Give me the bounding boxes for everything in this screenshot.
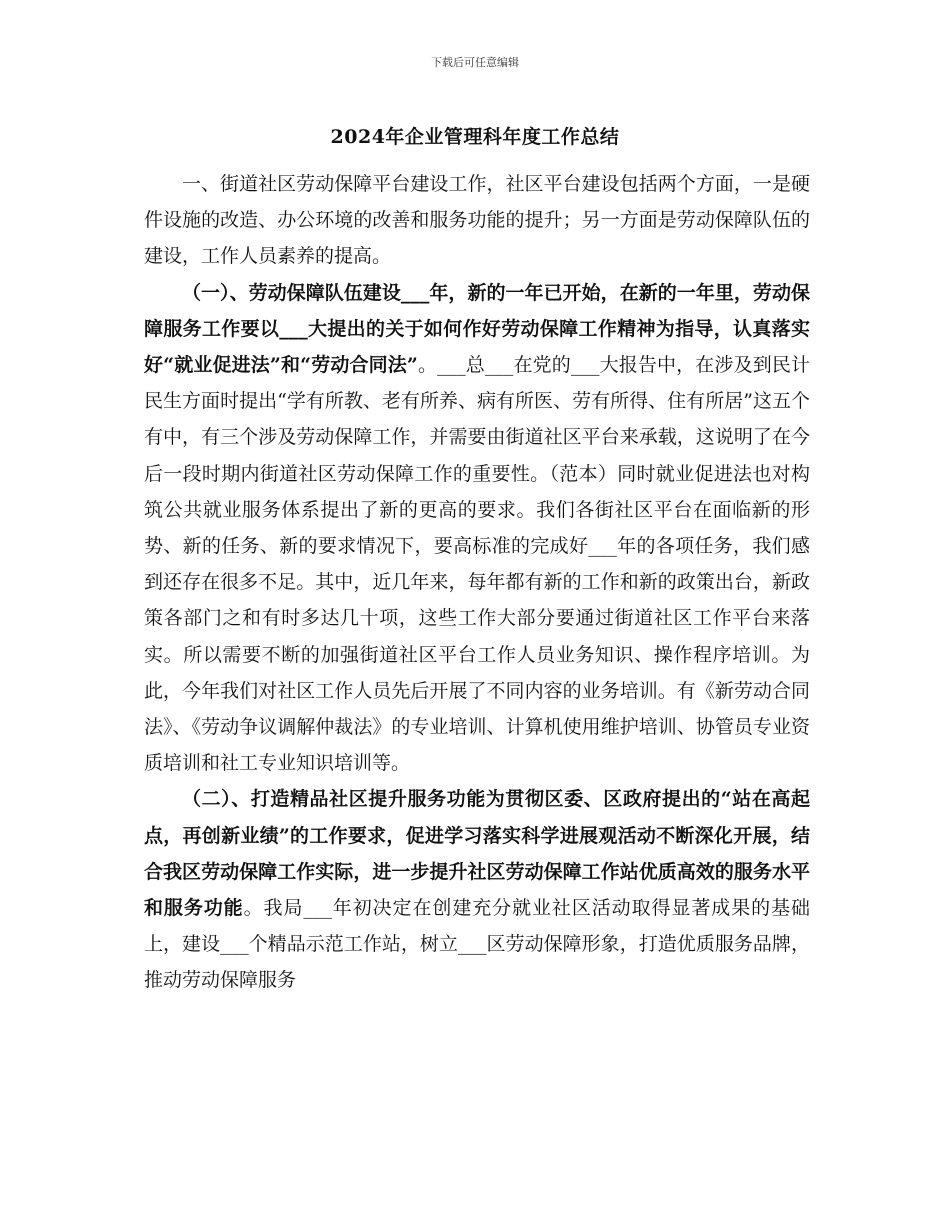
paragraph-2-bold: （一）、劳动保障队伍建设___年，新的一年已开始，在新的一年里，劳动保障服务工作要以___大提出的关于如何作好劳动保障工作精神为指导，认真落实好“就业促进法”和“劳动合同法” <box>144 281 810 377</box>
paragraph-3-bold: （二）、打造精品社区提升服务功能为贯彻区委、区政府提出的“站在高起点，再创新业绩”的工作要求，促进学习落实科学进展观活动不断深化开展，结合我区劳动保障工作实际，进一步提升社区劳动保障工作站优质高效的服务水平和服务功能 <box>144 788 810 920</box>
header-note: 下载后可任意编辑 <box>431 56 519 69</box>
paragraph-2-text: 。___总___在党的___大报告中，在涉及到民计民生方面时提出“学有所教、老有所养、病有所医、劳有所得、住有所居”这五个有中，有三个涉及劳动保障工作，并需要由街道社区平台来承载，这说明了在今后一段时期内街道社区劳动保障工作的重要性。（范本）同时就业促进法也对构筑公共就业服务体系提出了新的更高的要求。我们各街社区平台在面临新的形势、新的任务、新的要求情况下，要高标准的完成好___年的各项任务，我们感到还存在很多不足。其中，近几年来，每年都有新的工作和新的政策出台，新政策各部门之和有时多达几十项，这些工作大部分要通过街道社区工作平台来落实。所以需要不断的加强街道社区平台工作人员业务知识、操作程序培训。为此，今年我们对社区工作人员先后开展了不同内容的业务培训。有《新劳动合同法》、《劳动争议调解仲裁法》的专业培训、计算机使用维护培训、协管员专业资质培训和社工专业知识培训等。 <box>144 354 810 775</box>
paragraph-2 <box>144 275 810 782</box>
paragraph-1 <box>144 166 810 275</box>
document-title: 2024年企业管理科年度工作总结 <box>330 126 620 148</box>
document-body <box>144 166 810 999</box>
paragraph-3 <box>144 781 810 998</box>
paragraph-1-text: 一、街道社区劳动保障平台建设工作，社区平台建设包括两个方面，一是硬件设施的改造、办公环境的改善和服务功能的提升；另一方面是劳动保障队伍的建设，工作人员素养的提高。 <box>144 173 810 268</box>
paragraph-3-text: 。我局___年初决定在创建充分就业社区活动取得显著成果的基础上，建设___个精品示范工作站，树立___区劳动保障形象，打造优质服务品牌，推动劳动保障服务 <box>144 897 810 992</box>
